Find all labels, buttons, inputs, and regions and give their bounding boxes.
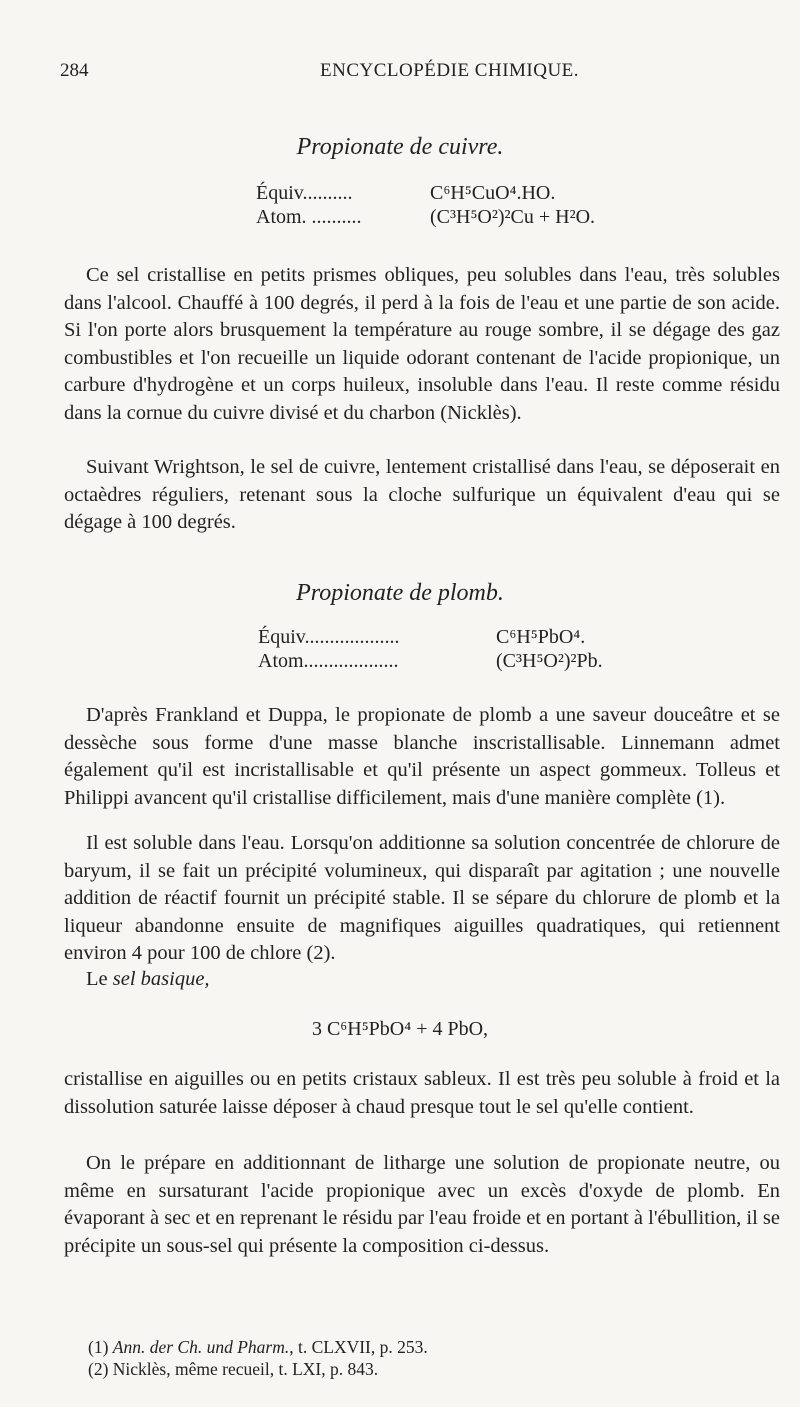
footnote-1 (88, 1336, 428, 1358)
basic-salt-line (64, 966, 780, 994)
page-number: 284 (60, 60, 89, 81)
copper-section-title: Propionate de cuivre. (296, 134, 504, 160)
lead-equiv-line (258, 626, 586, 649)
basic-salt-formula: 3 C⁶H⁵PbO⁴ + 4 PbO, (311, 1018, 489, 1040)
footnote-2 (88, 1358, 428, 1380)
footnote-2-text: Nicklès, même recueil, t. LXI, p. 843. (112, 1359, 379, 1379)
page-header (60, 60, 760, 86)
lead-paragraph-1: D'après Frankland et Duppa, le propionate de plomb a une saveur douceâtre et se dessèche sous forme d'une masse blanche inscristallisable. Linnemann admet également qu'il est incristallisable et qu'il présente un aspect gommeux. Tolleus et Philippi avancent qu'il cristallise difficilement, mais d'une manière complète (1). (64, 704, 780, 809)
lead-atom-label: Atom................... (258, 650, 399, 672)
copper-paragraph-1: Ce sel cristallise en petits prismes obliques, peu solubles dans l'eau, très solubles dans l'alcool. Chauffé à 100 degrés, il perd à la fois de l'eau et une partie de son acide. Si l'on porte alors brusquement la température au rouge sombre, il se dégage des gaz combustibles et l'on recueille un liquide odorant contenant de l'acide propionique, un carbure d'hydrogène et un corps huileux, insoluble dans l'eau. Il reste comme résidu dans la cornue du cuivre divisé et du charbon (Nicklès). (64, 264, 780, 424)
copper-atom-line (256, 206, 596, 229)
footnotes (88, 1336, 428, 1380)
footnote-1-mark: (1) (88, 1337, 109, 1357)
copper-paragraph-2: Suivant Wrightson, le sel de cuivre, lentement cristallisé dans l'eau, se déposerait en octaèdres réguliers, retenant sous la cloche sulfurique un équivalent d'eau qui se dégage à 100 degrés. (64, 456, 780, 534)
lead-equiv-label: Équiv................... (258, 626, 400, 648)
basic-salt-intro: Le (86, 968, 108, 990)
copper-equiv-line (256, 182, 556, 205)
lead-atom-line (258, 650, 603, 673)
copper-equiv-label: Équiv.......... (256, 182, 353, 204)
lead-paragraph-4: On le prépare en additionnant de litharge une solution de propionate neutre, ou même en sursaturant l'acide propionique avec un excès d'oxyde de plomb. En évaporant à sec et en reprenant le résidu par l'eau froide et en portant à l'ébullition, il se précipite un sous-sel qui présente la composition ci-dessus. (64, 1152, 780, 1257)
lead-paragraph-3: cristallise en aiguilles ou en petits cristaux sableux. Il est très peu soluble à froid et la dissolution saturée laisse déposer à chaud presque tout le sel qu'elle contient. (64, 1068, 780, 1118)
lead-equiv-formula: C⁶H⁵PbO⁴. (496, 626, 586, 648)
running-title: ENCYCLOPÉDIE CHIMIQUE. (320, 60, 580, 81)
lead-section-title: Propionate de plomb. (296, 580, 504, 606)
lead-atom-formula: (C³H⁵O²)²Pb. (496, 650, 603, 672)
copper-equiv-formula: C⁶H⁵CuO⁴.HO. (430, 182, 556, 204)
footnote-1-citation: , t. CLXVII, p. 253. (289, 1337, 428, 1357)
footnote-1-journal: Ann. der Ch. und Pharm. (112, 1337, 290, 1357)
lead-paragraph-2: Il est soluble dans l'eau. Lorsqu'on additionne sa solution concentrée de chlorure de baryum, il se fait un précipité volumineux, qui disparaît par agitation ; une nouvelle addition de réactif fournit un précipité stable. Il se sépare du chlorure de plomb et la liqueur abandonne ensuite de magnifiques aiguilles quadratiques, qui retiennent environ 4 pour 100 de chlore (2). (64, 832, 780, 965)
copper-atom-formula: (C³H⁵O²)²Cu + H²O. (430, 206, 596, 228)
basic-salt-label: sel basique, (112, 968, 210, 990)
footnote-2-mark: (2) (88, 1359, 109, 1379)
copper-atom-label: Atom. .......... (256, 206, 362, 228)
